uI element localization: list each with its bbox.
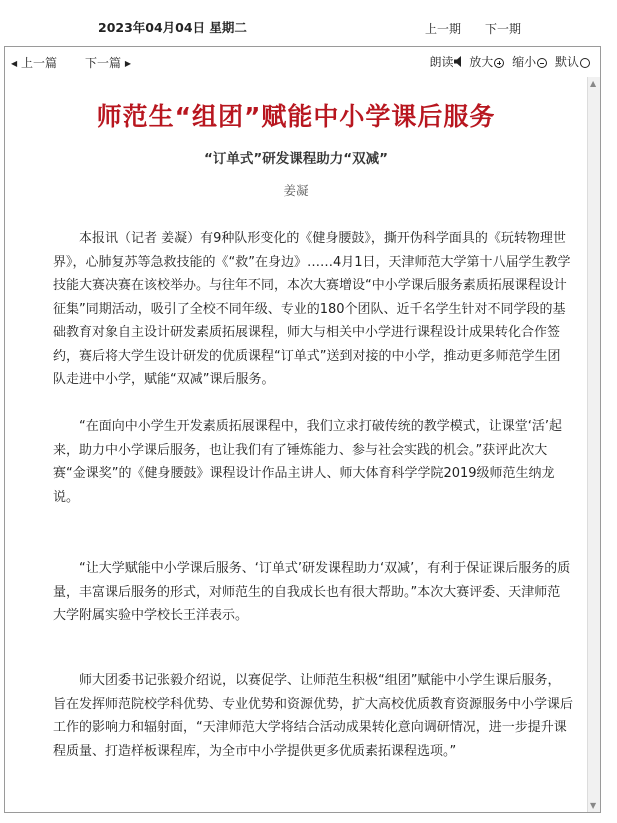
- prev-issue-link[interactable]: 上一期: [425, 22, 462, 36]
- read-aloud-label: 朗读: [429, 55, 454, 69]
- right-arrow-icon: ▶: [124, 59, 131, 68]
- next-article-link[interactable]: [85, 54, 131, 71]
- article-subtitle: “订单式”研发课程助力“双减”: [204, 151, 388, 167]
- read-aloud-button[interactable]: [429, 55, 469, 69]
- article-author: 姜凝: [283, 183, 309, 198]
- top-header: [0, 0, 617, 46]
- vertical-scrollbar[interactable]: [587, 77, 600, 812]
- zoom-in-button[interactable]: [469, 55, 512, 69]
- circle-icon: [580, 58, 590, 68]
- article-content: [5, 77, 587, 812]
- minus-circle-icon: [537, 58, 547, 68]
- article-frame: [4, 46, 601, 813]
- default-size-label: 默认: [554, 55, 579, 69]
- article-toolbar: [5, 47, 600, 77]
- reading-controls: [429, 53, 594, 70]
- article-paragraph-3: “让大学赋能中小学课后服务、‘订单式’研发课程助力‘双减’，有利于保证课后服务的质量，丰富课后服务的形式，对师范生的自我成长也有很大帮助。”本次大赛评委、天津师范大学附属实验中学校长王洋表示。: [53, 561, 571, 623]
- next-article-label: 下一篇: [85, 56, 122, 70]
- zoom-in-label: 放大: [469, 55, 494, 69]
- article-paragraph-1: 本报讯（记者 姜凝）有9种队形变化的《健身腰鼓》，撕开伪科学面具的《玩转物理世界》，心肺复苏等急救技能的《“救”在身边》……4月1日，天津师范大学第十八届学生教学技能大赛决赛在该校举办。与往年不同，本次大赛增设“中小学课后服务素质拓展课程设计征集”同期活动，吸引了全校不同年级、专业的180个团队、近千名学生针对不同学段的基础教育对象自主设计研发素质拓展课程，师大与相关中小学进行课程设计成果转化合作签约，赛后将大学生设计研发的优质课程“订单式”送到对接的中小学，推动更多师范学生团队走进中小学，赋能“双减”课后服务。: [53, 231, 571, 387]
- prev-article-link[interactable]: [11, 54, 57, 71]
- article-paragraph-2: “在面向中小学生开发素质拓展课程中，我们立求打破传统的教学模式，让课堂‘活’起来，助力中小学课后服务，也让我们有了锤炼能力、参与社会实践的机会。”获评此次大赛“金课奖”的《健身腰鼓》课程设计作品主讲人、师大体育科学学院2019级师范生纳龙说。: [53, 419, 563, 505]
- article-title: 师范生“组团”赋能中小学课后服务: [96, 102, 496, 131]
- left-arrow-icon: ◀: [11, 59, 18, 68]
- speaker-icon: [454, 56, 464, 67]
- issue-date: 2023年04月04日 星期二: [98, 20, 247, 35]
- scroll-down-icon[interactable]: ▼: [590, 801, 597, 810]
- prev-article-label: 上一篇: [20, 56, 57, 70]
- scroll-up-icon[interactable]: ▲: [590, 79, 597, 88]
- zoom-out-button[interactable]: [512, 55, 555, 69]
- article-paragraph-4: 师大团委书记张毅介绍说，以赛促学、让师范生积极“组团”赋能中小学生课后服务，旨在发挥师范院校学科优势、专业优势和资源优势，扩大高校优质教育资源服务中小学课后工作的影响力和辐射面，“天津师范大学将结合活动成果转化意向调研情况，进一步提升课程质量、打造样板课程库，为全市中小学提供更多优质素拓课程选项。”: [53, 673, 574, 759]
- zoom-out-label: 缩小: [512, 55, 537, 69]
- next-issue-link[interactable]: 下一期: [485, 22, 522, 36]
- default-size-button[interactable]: [555, 55, 594, 69]
- plus-circle-icon: [494, 58, 504, 68]
